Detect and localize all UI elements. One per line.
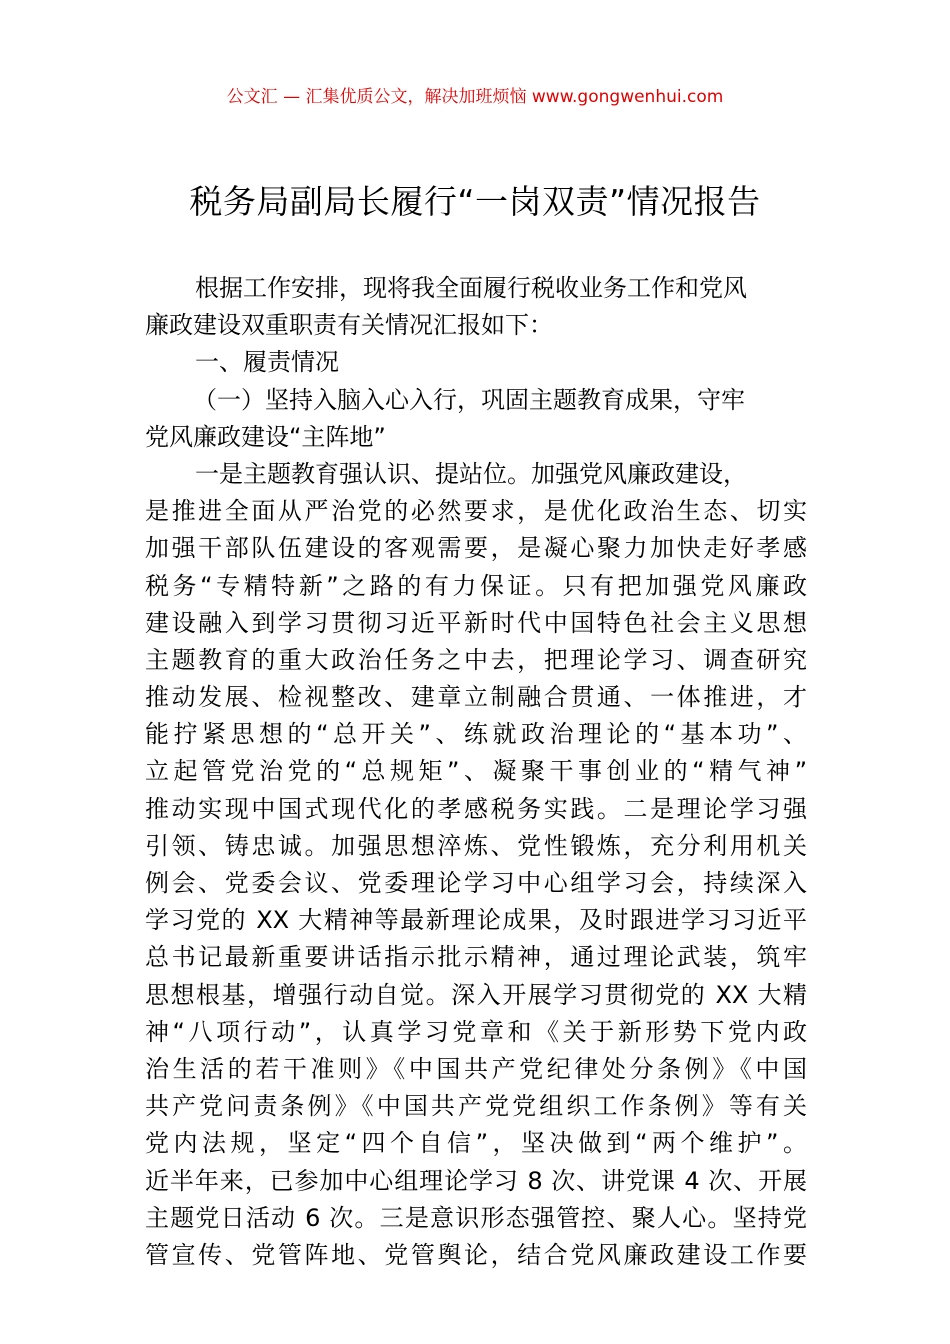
body-line: 党内法规，坚定“四个自信”，坚决做到“两个维护”。 [145,1129,807,1158]
body-line: 例会、党委会议、党委理论学习中心组学习会，持续深入 [145,869,807,897]
body-line: 税务“专精特新”之路的有力保证。只有把加强党风廉政 [145,571,807,600]
document-title: 税务局副局长履行“一岗双责”情况报告 [189,182,761,221]
body-line: 廉政建设双重职责有关情况汇报如下： [145,311,553,340]
body-line: 一是主题教育强认识、提站位。加强党风廉政建设， [195,459,747,488]
body-line: 主题教育的重大政治任务之中去，把理论学习、调查研究 [145,645,807,674]
body-line: 管宣传、党管阵地、党管舆论，结合党风廉政建设工作要 [145,1240,807,1269]
body-line: 是推进全面从严治党的必然要求，是优化政治生态、切实 [145,497,807,526]
body-line: 治生活的若干准则》《中国共产党纪律处分条例》《中国 [145,1054,807,1083]
document-body [145,270,807,1274]
site-banner[interactable]: 公文汇 — 汇集优质公文，解决加班烦恼 www.gongwenhui.com [226,87,724,107]
body-line: 近半年来，已参加中心组理论学习 8 次、讲党课 4 次、开展 [145,1166,807,1195]
body-line: 推动发展、检视整改、建章立制融合贯通、一体推进，才 [145,683,807,712]
body-line: 神“八项行动”，认真学习党章和《关于新形势下党内政 [145,1017,807,1046]
body-line: 根据工作安排，现将我全面履行税收业务工作和党风 [195,274,747,302]
body-line: 党风廉政建设“主阵地” [145,422,386,451]
body-line: 思想根基，增强行动自觉。深入开展学习贯彻党的 XX 大精 [145,980,807,1009]
body-line: 主题党日活动 6 次。三是意识形态强管控、聚人心。坚持党 [145,1203,807,1232]
body-line: 立起管党治党的“总规矩”、凝聚干事创业的“精气神” [145,757,807,786]
body-line: 建设融入到学习贯彻习近平新时代中国特色社会主义思想 [145,608,807,637]
body-line: 能拧紧思想的“总开关”、练就政治理论的“基本功”、 [145,720,807,749]
subsection-heading: （一）坚持入脑入心入行，巩固主题教育成果，守牢 [193,385,745,414]
body-line: 加强干部队伍建设的客观需要，是凝心聚力加快走好孝感 [145,534,807,563]
body-line: 共产党问责条例》《中国共产党党组织工作条例》等有关 [145,1092,807,1121]
body-line: 引领、铸忠诚。加强思想淬炼、党性锻炼，充分利用机关 [145,831,807,860]
body-line: 总书记最新重要讲话指示批示精神，通过理论武装，筑牢 [145,943,807,972]
body-line: 推动实现中国式现代化的孝感税务实践。二是理论学习强 [145,794,807,823]
body-line: 学习党的 XX 大精神等最新理论成果，及时跟进学习习近平 [145,906,807,935]
section-heading: 一、履责情况 [195,348,339,377]
